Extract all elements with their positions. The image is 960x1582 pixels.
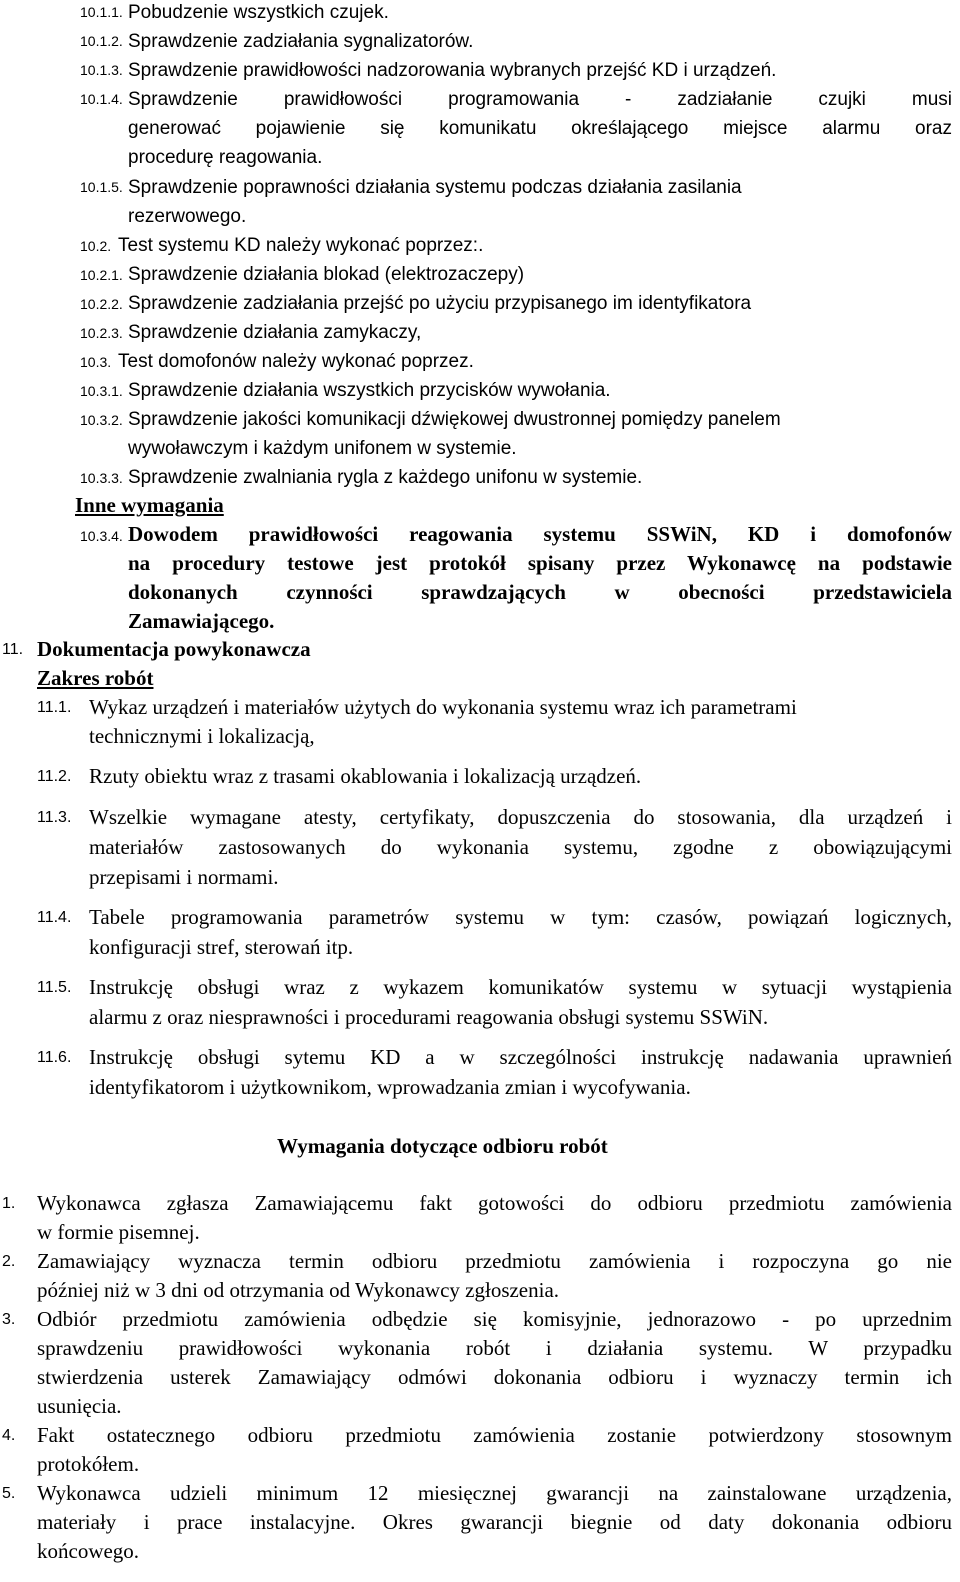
item-text: Test systemu KD należy wykonać poprzez:. <box>118 235 484 256</box>
item-number: 10.3.1. <box>80 383 123 399</box>
item-text: stwierdzenia usterek Zamawiający odmówi dokonania odbioru i wyznaczy termin ich <box>37 1365 952 1389</box>
item-text: Rzuty obiektu wraz z trasami okablowania i lokalizacją urządzeń. <box>89 764 642 788</box>
subheading-inne-wymagania: Inne wymagania <box>75 493 224 517</box>
item-text: Instrukcję obsługi wraz z wykazem komunikatów systemu w sytuacji wystąpienia <box>89 975 952 999</box>
item-text: wywoławczym i każdym unifonem w systemie. <box>128 438 517 459</box>
item-number: 11.1. <box>37 699 72 716</box>
item-text: usunięcia. <box>37 1394 122 1418</box>
item-text: w formie pisemnej. <box>37 1220 200 1244</box>
subheading-zakres-robot: Zakres robót <box>37 666 154 690</box>
item-text: Instrukcję obsługi sytemu KD a w szczególności instrukcję nadawania uprawnień <box>89 1045 952 1069</box>
item-text: Sprawdzenie jakości komunikacji dźwiękowej dwustronnej pomiędzy panelem <box>128 409 781 430</box>
item-text: Tabele programowania parametrów systemu w tym: czasów, powiązań logicznych, <box>89 905 952 929</box>
item-number: 10.1.4. <box>80 91 123 107</box>
item-text: technicznymi i lokalizacją, <box>89 724 315 748</box>
item-text: Wykonawca udzieli minimum 12 miesięcznej gwarancji na zainstalowane urządzenia, <box>37 1481 952 1505</box>
item-text: Odbiór przedmiotu zamówienia odbędzie się komisyjnie, jednorazowo - po uprzednim <box>37 1307 952 1331</box>
item-text: rezerwowego. <box>128 206 247 227</box>
item-text: przepisami i normami. <box>89 865 279 889</box>
item-text: później niż w 3 dni od otrzymania od Wykonawcy zgłoszenia. <box>37 1278 560 1302</box>
item-number: 11.2. <box>37 768 72 785</box>
item-text: na procedury testowe jest protokół spisany przez Wykonawcę na podstawie <box>128 551 952 575</box>
item-text: Zamawiającego. <box>128 609 275 633</box>
item-text: końcowego. <box>37 1539 140 1563</box>
item-number: 10.2.2. <box>80 296 123 312</box>
item-text: Sprawdzenie działania wszystkich przycisków wywołania. <box>128 380 611 401</box>
item-text: Wykonawca zgłasza Zamawiającemu fakt gotowości do odbioru przedmiotu zamówienia <box>37 1191 952 1215</box>
item-text: protokółem. <box>37 1452 140 1476</box>
item-number: 2. <box>2 1253 16 1270</box>
item-number: 11.6. <box>37 1049 72 1066</box>
item-number: 10.3.4. <box>80 528 123 544</box>
item-text: Sprawdzenie poprawności działania systemu podczas działania zasilania <box>128 177 742 198</box>
section-number: 11. <box>2 641 24 658</box>
item-number: 10.1.1. <box>80 4 123 20</box>
item-text: Sprawdzenie działania blokad (elektrozaczepy) <box>128 264 525 285</box>
item-number: 3. <box>2 1311 16 1328</box>
item-text: materiały i prace instalacyjne. Okres gwarancji biegnie od daty dokonania odbioru <box>37 1510 952 1534</box>
item-text: Sprawdzenie prawidłowości nadzorowania wybranych przejść KD i urządzeń. <box>128 60 777 81</box>
item-text: dokonanych czynności sprawdzających w obecności przedstawiciela <box>128 580 952 604</box>
item-text: alarmu z oraz niesprawności i procedurami reagowania obsługi systemu SSWiN. <box>89 1005 769 1029</box>
item-text: Sprawdzenie prawidłowości programowania - zadziałanie czujki musi <box>128 89 952 110</box>
item-text: sprawdzeniu prawidłowości wykonania robót i działania systemu. W przypadku <box>37 1336 952 1360</box>
item-number: 10.1.3. <box>80 62 123 78</box>
item-number: 1. <box>2 1195 16 1212</box>
item-number: 4. <box>2 1427 16 1444</box>
item-number: 10.2.3. <box>80 325 123 341</box>
item-text: materiałów zastosowanych do wykonania systemu, zgodne z obowiązującymi <box>89 835 952 859</box>
item-text: Test domofonów należy wykonać poprzez. <box>118 351 474 372</box>
item-number: 10.3.2. <box>80 412 123 428</box>
heading-odbior: Wymagania dotyczące odbioru robót <box>277 1134 608 1158</box>
item-text: Wykaz urządzeń i materiałów użytych do wykonania systemu wraz ich parametrami <box>89 695 797 719</box>
item-number: 10.2.1. <box>80 267 123 283</box>
item-text: Wszelkie wymagane atesty, certyfikaty, dopuszczenia do stosowania, dla urządzeń i <box>89 805 952 829</box>
item-number: 10.1.5. <box>80 179 123 195</box>
item-text: Fakt ostatecznego odbioru przedmiotu zamówienia zostanie potwierdzony stosownym <box>37 1423 952 1447</box>
item-text: konfiguracji stref, sterowań itp. <box>89 935 354 959</box>
item-number: 11.4. <box>37 909 72 926</box>
item-text: Pobudzenie wszystkich czujek. <box>128 2 389 23</box>
item-text: Dowodem prawidłowości reagowania systemu SSWiN, KD i domofonów <box>128 522 952 546</box>
item-number: 10.2. <box>80 238 112 254</box>
item-text: generować pojawienie się komunikatu określającego miejsce alarmu oraz <box>128 118 952 139</box>
item-number: 11.3. <box>37 809 72 826</box>
item-text: procedurę reagowania. <box>128 147 323 168</box>
item-text: identyfikatorom i użytkownikom, wprowadzania zmian i wycofywania. <box>89 1075 691 1099</box>
item-text: Sprawdzenie zwalniania rygla z każdego unifonu w systemie. <box>128 467 643 488</box>
item-number: 5. <box>2 1485 16 1502</box>
item-text: Sprawdzenie zadziałania przejść po użyciu przypisanego im identyfikatora <box>128 293 752 314</box>
item-text: Zamawiający wyznacza termin odbioru przedmiotu zamówienia i rozpoczyna go nie <box>37 1249 952 1273</box>
item-number: 11.5. <box>37 979 72 996</box>
item-text: Sprawdzenie działania zamykaczy, <box>128 322 422 343</box>
item-number: 10.3. <box>80 354 112 370</box>
item-text: Sprawdzenie zadziałania sygnalizatorów. <box>128 31 474 52</box>
item-number: 10.3.3. <box>80 470 123 486</box>
section-title: Dokumentacja powykonawcza <box>37 637 311 661</box>
item-number: 10.1.2. <box>80 33 123 49</box>
